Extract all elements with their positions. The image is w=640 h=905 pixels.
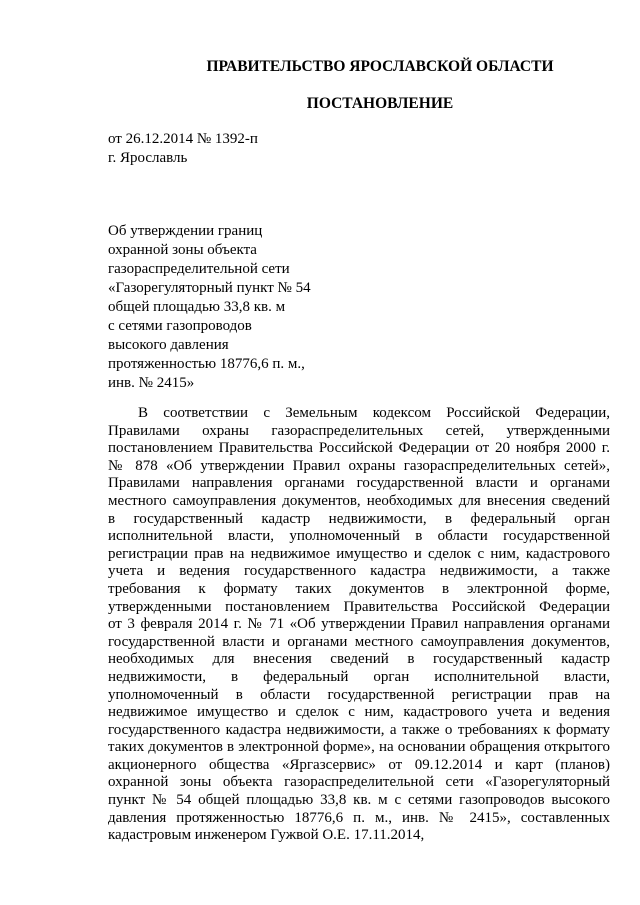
subject-line: «Газорегуляторный пункт № 54 xyxy=(108,280,311,296)
subject-line: общей площадью 33,8 кв. м xyxy=(108,299,286,315)
subject-line: инв. № 2415» xyxy=(108,375,195,391)
body-line: Правилами направления органами государственной власти и органами xyxy=(108,475,610,492)
subject-line: газораспределительной сети xyxy=(108,261,290,277)
body-line: государственной власти и органами местного самоуправления документов, xyxy=(108,633,610,650)
body-line: необходимых для внесения сведений в государственный кадастр xyxy=(108,651,610,668)
body-line: постановлением Правительства Российской Федерации от 20 ноября 2000 г. xyxy=(108,440,610,457)
body-line: кадастровым инженером Гужвой О.Е. 17.11.2014, xyxy=(108,827,425,844)
body-line: охранной зоны объекта газораспределительной сети «Газорегуляторный xyxy=(108,774,610,791)
body-line: регистрации прав на недвижимое имущество и сделок с ним, кадастрового xyxy=(108,545,610,562)
body-line: местного самоуправления документов, необходимых для внесения сведений xyxy=(108,492,610,509)
body-line: Правилами охраны газораспределительных сетей, утвержденными xyxy=(108,422,610,439)
subject-line: с сетями газопроводов xyxy=(108,318,252,334)
body-line: исполнительной власти, уполномоченный в области государственной xyxy=(108,528,610,545)
body-line: № 878 «Об утверждении Правил охраны газораспределительных сетей», xyxy=(108,457,610,474)
body-line: от 3 февраля 2014 г. № 71 «Об утверждении Правил направления органами xyxy=(108,616,610,633)
body-line: утвержденными постановлением Правительства Российской Федерации xyxy=(108,598,610,615)
body-line: недвижимое имущество и сделок с ним, кадастрового учета и ведения xyxy=(108,704,610,721)
subject-line: высокого давления xyxy=(108,337,229,353)
subject-line: протяженностью 18776,6 п. м., xyxy=(108,356,305,372)
body-line: уполномоченный в области государственной регистрации прав на xyxy=(108,686,610,703)
body-line: недвижимости, в федеральный орган исполнительной власти, xyxy=(108,668,610,685)
city: г. Ярославль xyxy=(108,150,188,166)
body-line: в государственный кадастр недвижимости, в федеральный орган xyxy=(108,510,610,527)
body-line: таких документов в электронной форме», на основании обращения открытого xyxy=(108,739,610,756)
body-line: давления протяженностью 18776,6 п. м., инв. № 2415», составленных xyxy=(108,809,610,826)
document-meta xyxy=(108,130,258,168)
government-title: ПРАВИТЕЛЬСТВО ЯРОСЛАВСКОЙ ОБЛАСТИ xyxy=(206,58,554,75)
body-line: требования к формату таких документов в электронной форме, xyxy=(108,580,610,597)
body-line: акционерного общества «Яргазсервис» от 09.12.2014 и карт (планов) xyxy=(108,756,610,773)
subject-line: Об утверждении границ xyxy=(108,223,263,239)
document-type-title: ПОСТАНОВЛЕНИЕ xyxy=(306,95,454,112)
body-line: государственного кадастра недвижимости, а также о требованиях к формату xyxy=(108,721,610,738)
subject-line: охранной зоны объекта xyxy=(108,242,257,258)
date-number: от 26.12.2014 № 1392-п xyxy=(108,131,258,147)
document-subject xyxy=(108,222,311,393)
body-line: пункт № 54 общей площадью 33,8 кв. м с сетями газопроводов высокого xyxy=(108,792,610,809)
document-body xyxy=(108,405,610,845)
body-line: учета и ведения государственного кадастра недвижимости, а также xyxy=(108,563,610,580)
body-line: В соответствии с Земельным кодексом Российской Федерации, xyxy=(138,405,610,421)
